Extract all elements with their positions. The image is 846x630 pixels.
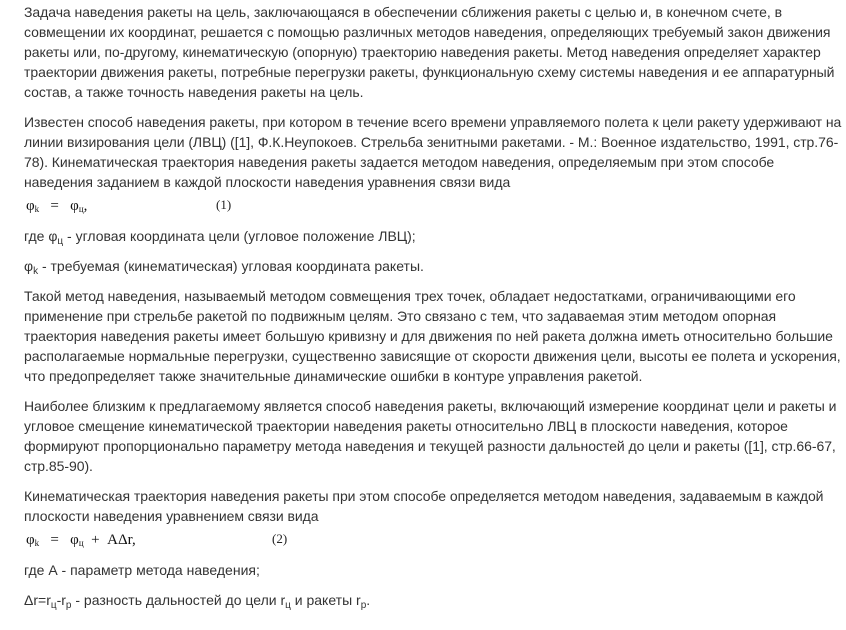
definition-text: и ракеты r <box>290 592 361 608</box>
formula-term: AΔr, <box>107 532 136 548</box>
definition-target-angle <box>24 226 846 246</box>
text-line: ракеты или, по-другому, кинематическую (опорную) траекторию наведения ракеты. Метод наведения определяет характер <box>24 44 821 60</box>
definition-symbol: φ <box>24 258 34 274</box>
formula-punct: , <box>83 198 88 214</box>
paragraph-4 <box>24 396 846 476</box>
definition-subscript: ц <box>57 236 64 247</box>
formula-symbol: φ <box>26 532 35 548</box>
text-line: линии визирования цели (ЛВЦ) ([1], Ф.К.Неупокоев. Стрельба зенитными ракетами. - М.: Военное издательство, 1991, стр.76- <box>24 134 839 150</box>
definition-subscript: р <box>65 600 72 611</box>
formula-subscript: k <box>34 538 40 548</box>
formula-1 <box>24 192 846 226</box>
formula-operator: + <box>91 532 100 548</box>
definition-text: -r <box>56 592 66 608</box>
definition-subscript: ц <box>50 600 57 611</box>
formula-number: (2) <box>272 531 288 546</box>
text-line: плоскости наведения уравнением связи вида <box>24 508 319 524</box>
formula-symbol: φ <box>26 198 35 214</box>
formula-subscript: k <box>34 204 40 214</box>
definition-text: - угловая координата цели (угловое положение ЛВЦ); <box>63 228 416 244</box>
text-line: траектории движения ракеты, потребные перегрузки ракеты, функциональную схему системы наведения и ее аппаратурный <box>24 64 835 80</box>
text-line: траектория наведения ракеты имеет большую кривизну и для движения по ней ракета должна иметь относительно большие <box>24 328 833 344</box>
text-line: совмещении их координат, решается с помощью различных методов наведения, определяющих требуемый закон движения <box>24 24 831 40</box>
text-line: 78). Кинематическая траектория наведения ракеты задается методом наведения, определяемым при этом способе <box>24 154 775 170</box>
paragraph-3 <box>24 286 846 386</box>
definition-text: Δr=r <box>24 592 51 608</box>
text-line: наведения заданием в каждой плоскости наведения уравнения связи вида <box>24 174 511 190</box>
definition-subscript: ц <box>285 600 291 611</box>
paragraph-2 <box>24 112 846 192</box>
paragraph-1 <box>24 0 846 102</box>
text-line: стр.85-90). <box>24 458 93 474</box>
formula-expression <box>26 198 87 215</box>
formula-symbol: φ <box>70 198 79 214</box>
definition-text: - требуемая (кинематическая) угловая координата ракеты. <box>38 258 424 274</box>
text-line: формируют пропорционально параметру метода наведения и текущей разности дальностей до цели и ракеты ([1], стр.66-67, <box>24 438 836 454</box>
formula-number: (1) <box>216 197 232 212</box>
definition-text: . <box>366 592 371 608</box>
document-body <box>24 0 846 610</box>
paragraph-5 <box>24 486 846 526</box>
definition-parameter: где А - параметр метода наведения; <box>24 562 260 578</box>
text-line: угловое смещение кинематической траектории наведения ракеты относительно ЛВЦ в плоскости наведения, которое <box>24 418 788 434</box>
formula-subscript: ц <box>78 204 84 214</box>
text-line: Кинематическая траектория наведения ракеты при этом способе определяется методом наведения, задаваемым в каждой <box>24 488 824 504</box>
text-line: что предопределяет также значительные динамические ошибки в контуре управления ракетой. <box>24 368 643 384</box>
definition-range-difference <box>24 590 846 610</box>
formula-operator: = <box>50 532 59 548</box>
text-line: Известен способ наведения ракеты, при котором в течение всего времени управляемого полета к цели ракету удерживают на <box>24 114 842 130</box>
text-line: применение при стрельбе ракетой по подвижным целям. Это связано с тем, что задаваемая этим методом опорная <box>24 308 777 324</box>
definition-symbol: φ <box>48 228 58 244</box>
definition-subscript: р <box>360 600 367 611</box>
formula-symbol: φ <box>70 532 79 548</box>
formula-2 <box>24 526 846 560</box>
definition-prefix: где <box>24 228 49 244</box>
text-line: Такой метод наведения, называемый методом совмещения трех точек, обладает недостатками, ограничивающими его <box>24 288 796 304</box>
formula-subscript: ц <box>78 538 84 548</box>
definition-subscript: k <box>33 266 39 277</box>
text-line: располагаемые нормальные перегрузки, существенно зависящие от скорости движения цели, высоты ее полета и ускорения, <box>24 348 841 364</box>
definition-missile-angle <box>24 256 846 276</box>
text-line: состав, а также точность наведения ракеты на цель. <box>24 84 364 100</box>
definition-text: - разность дальностей до цели r <box>71 592 286 608</box>
formula-operator: = <box>50 198 59 214</box>
text-line: Наиболее близким к предлагаемому является способ наведения ракеты, включающий измерение координат цели и ракеты и <box>24 398 837 414</box>
text-line: Задача наведения ракеты на цель, заключающаяся в обеспечении сближения ракеты с целью и, в конечном счете, в <box>24 4 782 20</box>
formula-expression <box>26 532 136 549</box>
